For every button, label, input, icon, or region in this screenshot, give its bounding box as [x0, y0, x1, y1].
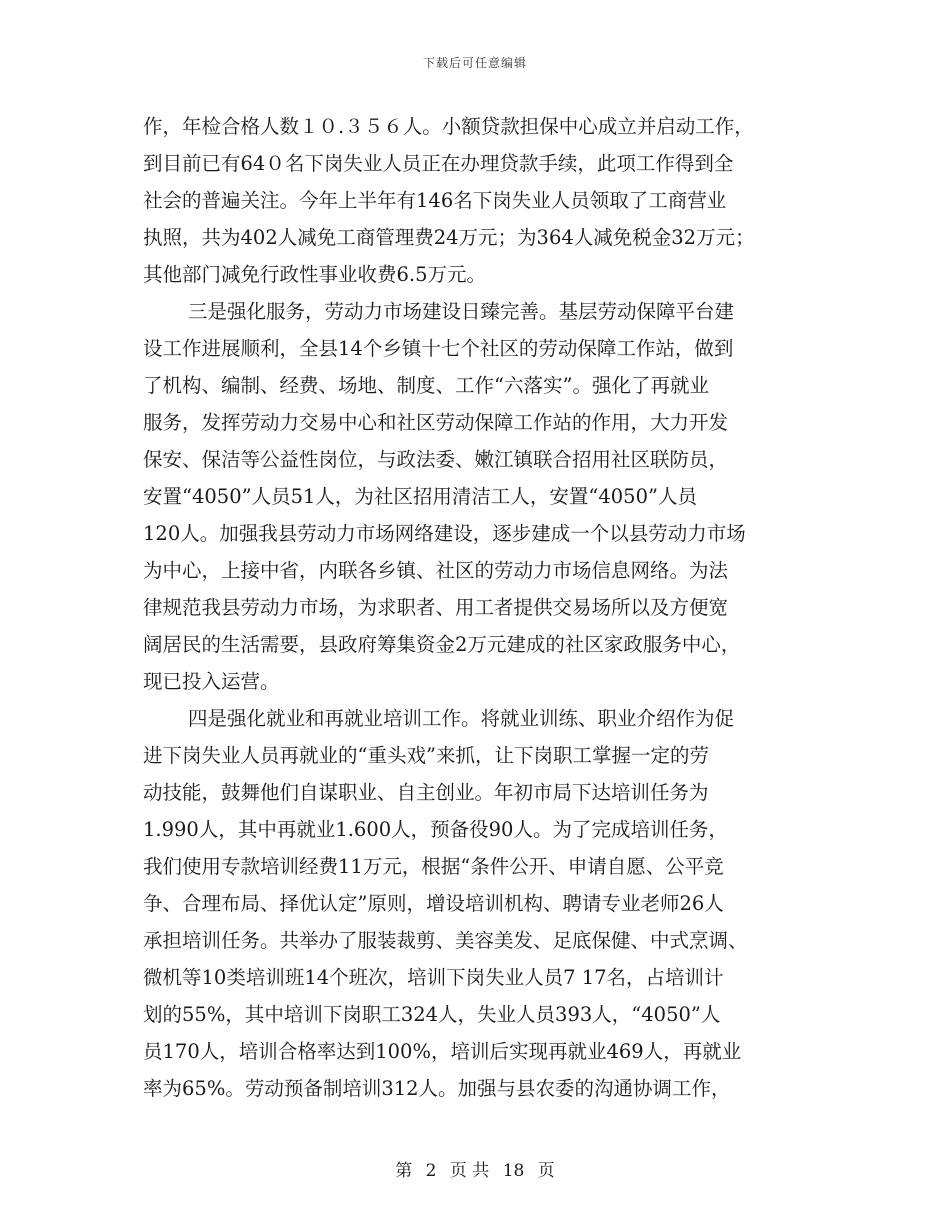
text-line: 划的55%，其中培训下岗职工324人，失业人员393人，“4050”人	[143, 1003, 721, 1026]
text-line: 其他部门减免行政性事业收费6.5万元。	[143, 263, 487, 286]
text-line: 员170人，培训合格率达到100%，培训后实现再就业469人，再就业	[143, 1040, 742, 1063]
text-line: 服务，发挥劳动力交易中心和社区劳动保障工作站的作用，大力开发	[143, 411, 729, 434]
footer-prefix: 第	[395, 1161, 413, 1181]
text-line: 承担培训任务。共举办了服装裁剪、美容美发、足底保健、中式烹调、	[143, 929, 748, 952]
text-line: 了机构、编制、经费、场地、制度、工作“六落实”。强化了再就业	[143, 374, 709, 397]
text-line: 动技能，鼓舞他们自谋职业、自主创业。年初市局下达培训任务为	[143, 781, 709, 804]
text-line: 阔居民的生活需要，县政府筹集资金2万元建成的社区家政服务中心，	[143, 633, 741, 656]
text-line: 进下岗失业人员再就业的“重头戏”来抓，让下岗职工掌握一定的劳	[143, 744, 709, 767]
text-line: 120人。加强我县劳动力市场网络建设，逐步建成一个以县劳动力市场	[143, 522, 746, 545]
text-line: 三是强化服务，劳动力市场建设日臻完善。基层劳动保障平台建	[188, 300, 735, 323]
text-line: 四是强化就业和再就业培训工作。将就业训练、职业介绍作为促	[188, 707, 735, 730]
footer-page-number: 2	[425, 1161, 437, 1181]
text-line: 社会的普遍关注。今年上半年有146名下岗失业人员领取了工商营业	[143, 189, 727, 212]
text-line: 执照，共为402人减免工商管理费24万元；为364人减免税金32万元；	[143, 226, 755, 249]
text-line: 设工作进展顺利，全县14个乡镇十七个社区的劳动保障工作站，做到	[143, 337, 734, 360]
footer-total-pages: 18	[502, 1161, 525, 1181]
document-body	[143, 108, 808, 1107]
text-line: 为中心，上接中省，内联各乡镇、社区的劳动力市场信息网络。为法	[143, 559, 729, 582]
text-line: 率为65%。劳动预备制培训312人。加强与县农委的沟通协调工作，	[143, 1077, 731, 1100]
text-line: 微机等10类培训班14个班次，培训下岗失业人员7 17名，占培训计	[143, 966, 724, 989]
text-line: 争、合理布局、择优认定”原则，增设培训机构、聘请专业老师26人	[143, 892, 724, 915]
text-line: 现已投入运营。	[143, 670, 280, 693]
text-line: 到目前已有64０名下岗失业人员正在办理贷款手续，此项工作得到全	[143, 152, 734, 175]
page-footer	[0, 1156, 950, 1181]
text-line: 我们使用专款培训经费11万元，根据“条件公开、申请自愿、公平竞	[143, 855, 724, 878]
text-line: 1.990人，其中再就业1.600人，预备役90人。为了完成培训任务，	[143, 818, 728, 841]
text-line: 安置“4050”人员51人，为社区招用清洁工人，安置“4050”人员	[143, 485, 697, 508]
page-header: 下载后可任意编辑	[422, 56, 527, 70]
footer-suffix: 页	[537, 1161, 555, 1181]
text-line: 作，年检合格人数１０.３５６人。小额贷款担保中心成立并启动工作，	[143, 115, 754, 138]
footer-middle: 页 共	[449, 1161, 490, 1181]
text-line: 律规范我县劳动力市场，为求职者、用工者提供交易场所以及方便宽	[143, 596, 729, 619]
text-line: 保安、保洁等公益性岗位，与政法委、嫩江镇联合招用社区联防员，	[143, 448, 729, 471]
